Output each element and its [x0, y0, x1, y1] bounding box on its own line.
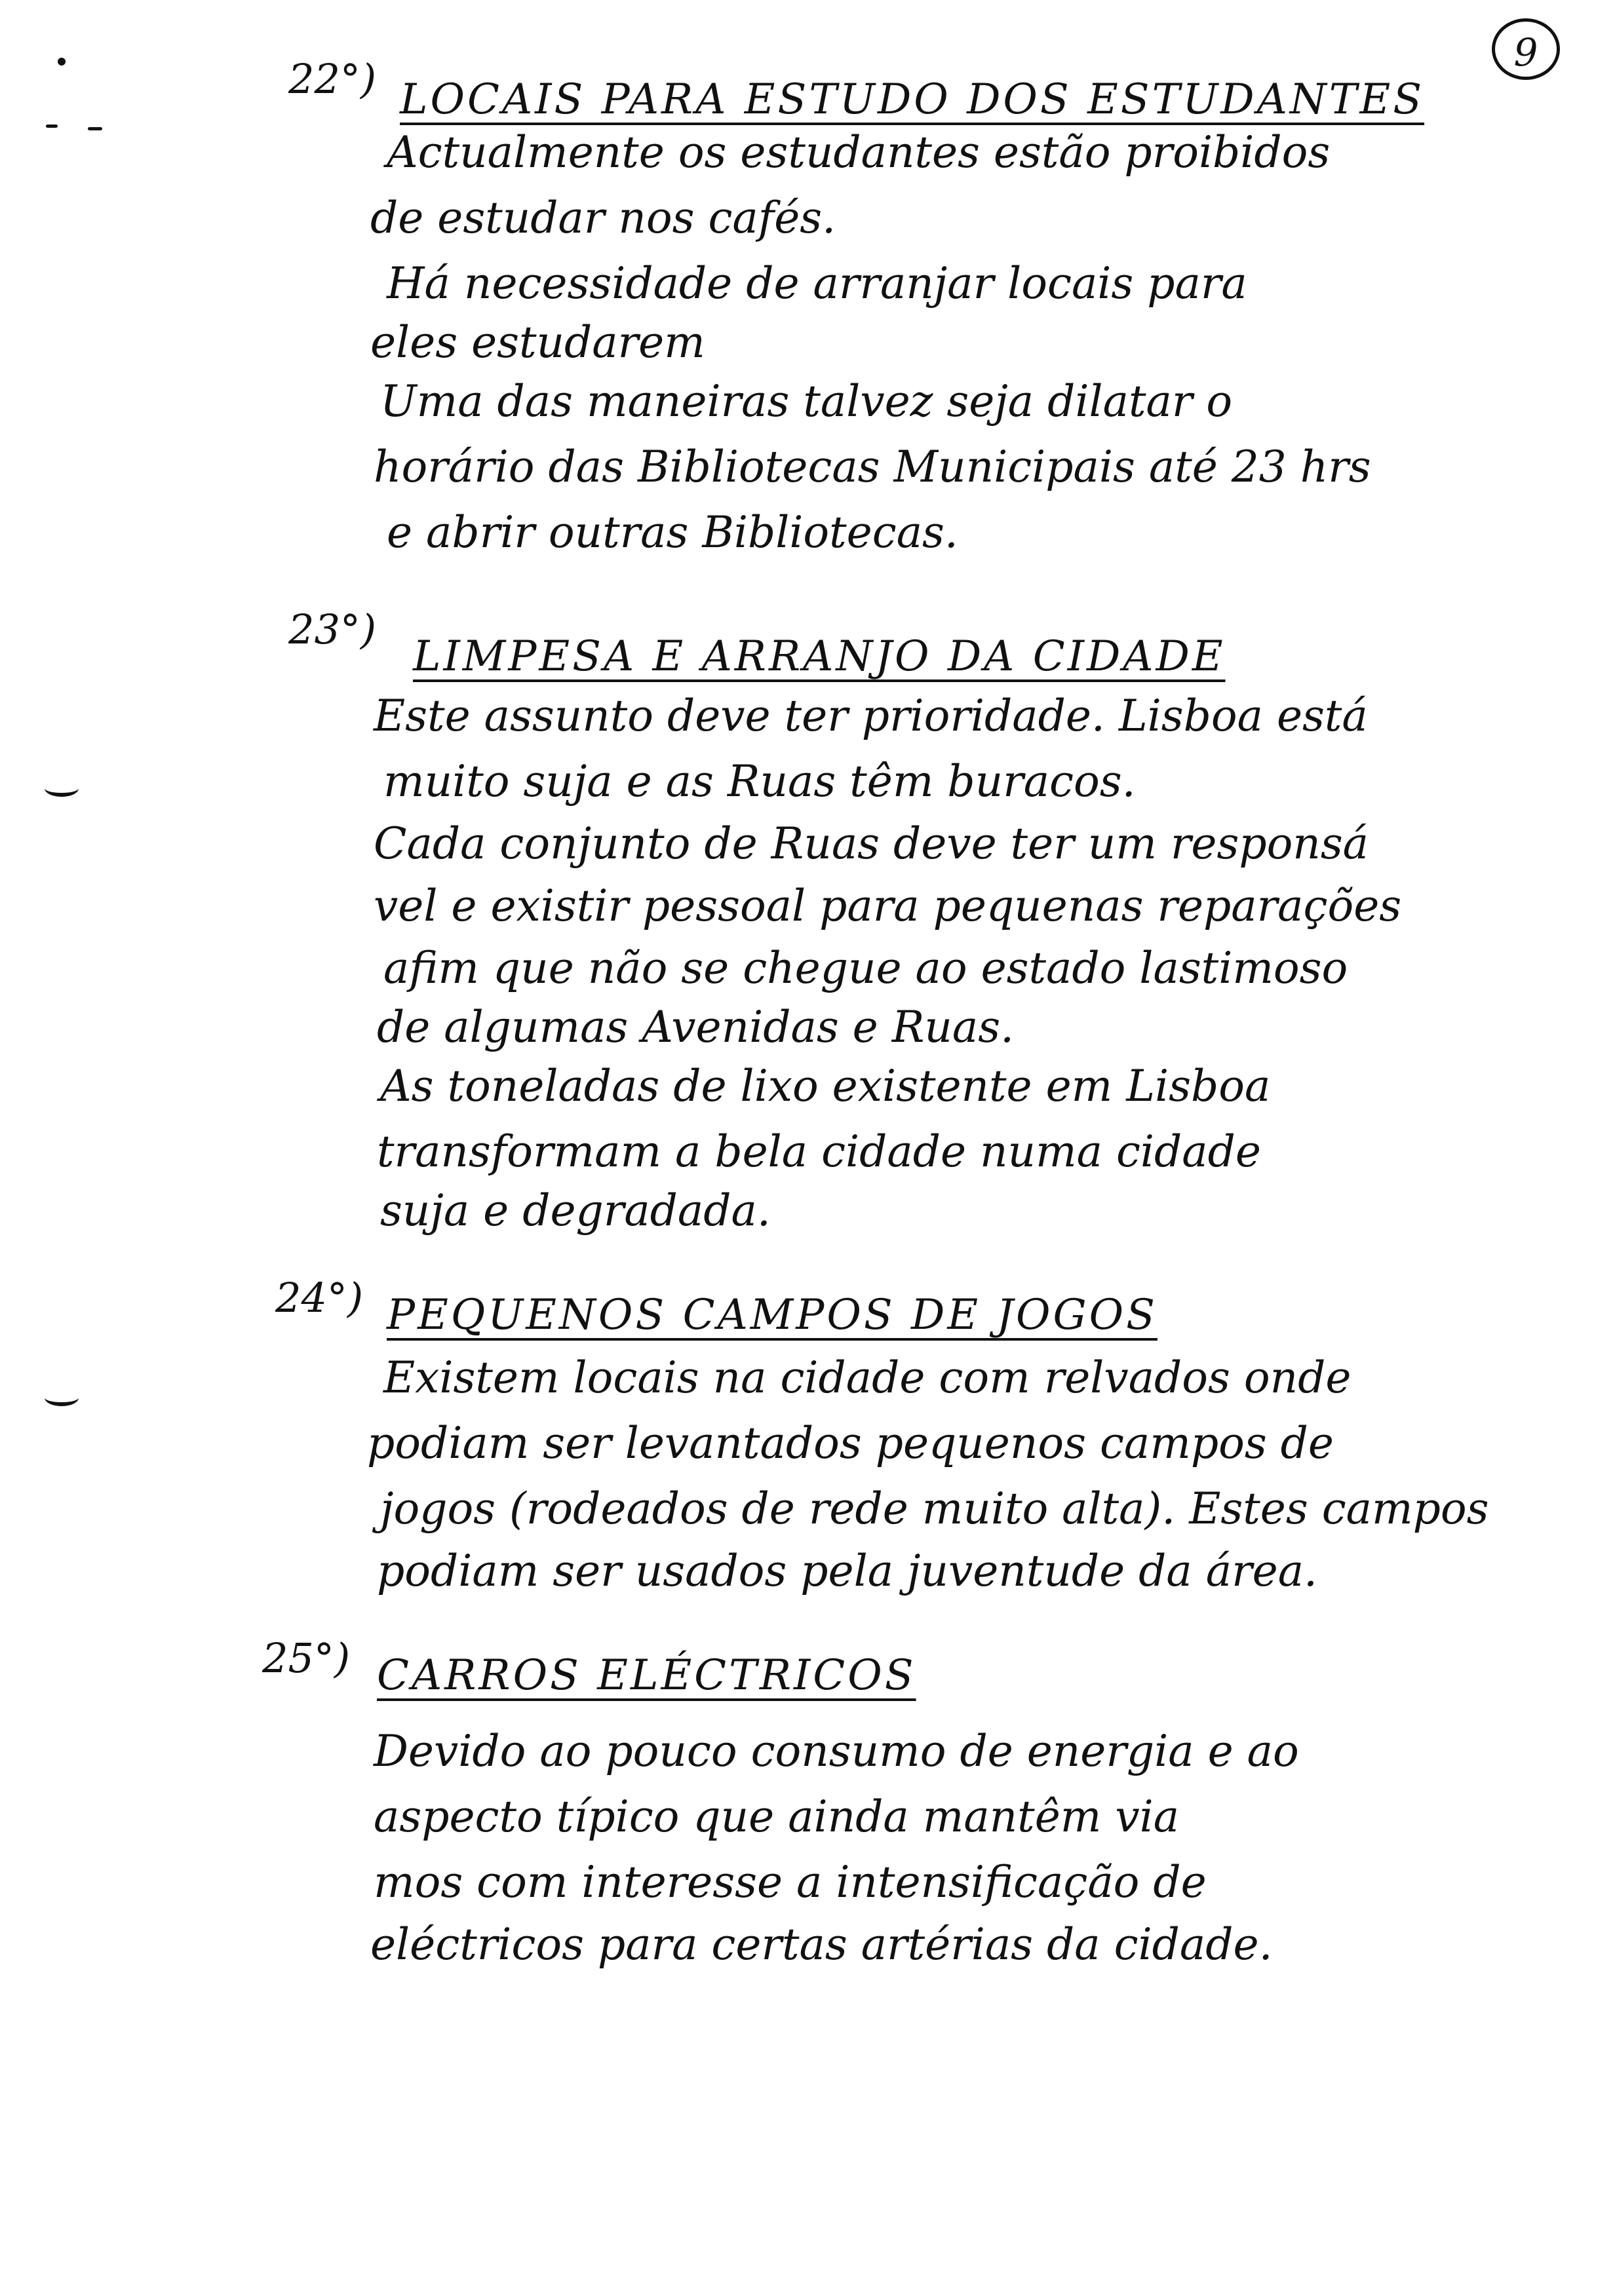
text-line: afim que não se chegue ao estado lastimoso — [383, 943, 1348, 993]
section-heading: PEQUENOS CAMPOS DE JOGOS — [387, 1291, 1158, 1339]
section-number: 24°) — [275, 1274, 364, 1322]
text-line: Devido ao pouco consumo de energia e ao — [374, 1726, 1299, 1776]
text-line: transformam a bela cidade numa cidade — [377, 1126, 1261, 1177]
text-line: vel e existir pessoal para pequenas reparações — [374, 881, 1402, 931]
section-number: 23°) — [288, 605, 377, 653]
text-line: jogos (rodeados de rede muito alta). Estes campos — [380, 1483, 1489, 1534]
text-line: Actualmente os estudantes estão proibidos — [387, 127, 1331, 178]
text-line: aspecto típico que ainda mantêm via — [374, 1791, 1180, 1842]
text-line: Uma das maneiras talvez seja dilatar o — [380, 376, 1233, 427]
text-line: suja e degradada. — [380, 1185, 771, 1236]
text-line: horário das Bibliotecas Municipais até 23 hrs — [374, 442, 1371, 492]
section-number: 22°) — [288, 55, 377, 103]
margin-dot — [58, 58, 66, 66]
section-number: 25°) — [262, 1634, 351, 1682]
text-line: de estudar nos cafés. — [370, 193, 836, 243]
margin-dash — [46, 124, 58, 128]
text-line: eles estudarem — [370, 317, 705, 368]
section-heading: LIMPESA E ARRANJO DA CIDADE — [413, 632, 1226, 681]
section-heading: LOCAIS PARA ESTUDO DOS ESTUDANTES — [400, 75, 1425, 124]
text-line: mos com interesse a intensificação de — [374, 1857, 1207, 1907]
text-line: Há necessidade de arranjar locais para — [387, 258, 1247, 309]
text-line: e abrir outras Bibliotecas. — [387, 507, 958, 558]
text-line: podiam ser usados pela juventude da área. — [377, 1546, 1318, 1596]
text-line: Existem locais na cidade com relvados onde — [383, 1352, 1352, 1403]
margin-dash — [88, 127, 102, 130]
section-heading: CARROS ELÉCTRICOS — [377, 1651, 916, 1700]
text-line: Este assunto deve ter prioridade. Lisboa está — [374, 691, 1368, 741]
text-line: As toneladas de lixo existente em Lisboa — [380, 1061, 1271, 1111]
text-line: de algumas Avenidas e Ruas. — [377, 1002, 1015, 1052]
text-line: podiam ser levantados pequenos campos de — [367, 1418, 1334, 1468]
margin-arc — [45, 780, 79, 797]
text-line: Cada conjunto de Ruas deve ter um responsá — [374, 818, 1369, 869]
margin-arc — [45, 1389, 79, 1406]
text-line: muito suja e as Ruas têm buracos. — [383, 756, 1136, 807]
text-line: eléctricos para certas artérias da cidade. — [370, 1919, 1273, 1970]
page-number: 9 — [1492, 18, 1560, 80]
